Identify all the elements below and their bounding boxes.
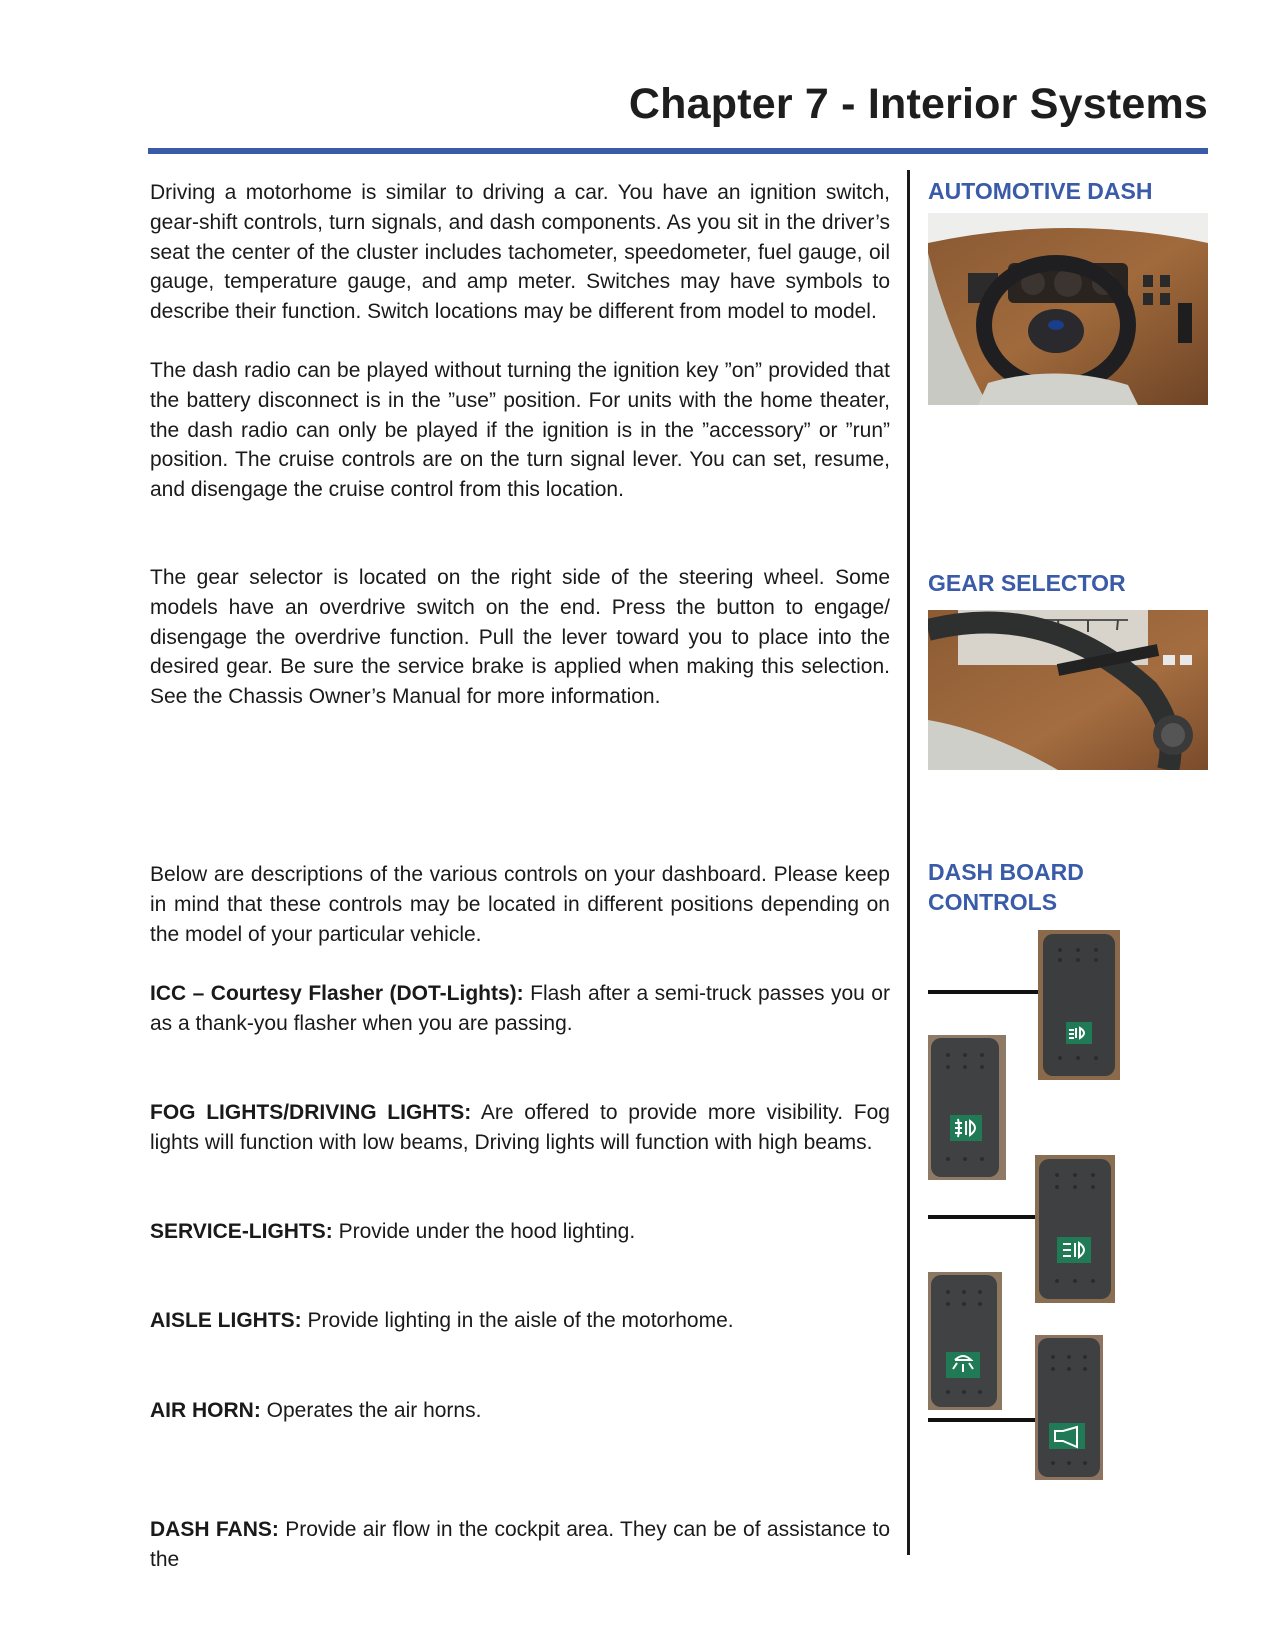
control-desc: Are offered to provide more visibility. Fog lights will function with low beams, Driving lights will function with high beams. [150,1101,890,1154]
control-desc: Provide lighting in the aisle of the motorhome. [301,1309,734,1332]
control-term: ICC – Courtesy Flasher (DOT-Lights): [150,982,524,1005]
air-horn-switch [1035,1335,1103,1480]
sidebar-heading-gear-selector: GEAR SELECTOR [928,570,1126,596]
control-item-aisle-lights [150,1306,890,1336]
paragraph-controls-intro: Below are descriptions of the various controls on your dashboard. Please keep in mind that these controls may be located in different positions depending on the model of your particular vehicle. [150,863,890,946]
column-divider [907,170,910,1555]
control-desc: Flash after a semi-truck passes you or as a thank-you flasher when you are passing. [150,982,890,1035]
fog-lights-switch [928,1035,1006,1180]
paragraph-radio: The dash radio can be played without turning the ignition key ”on” provided that the battery disconnect is in the ”use” position. For units with the home theater, the dash radio can only be played if the ignition is in the ”accessory” or ”run” position. The cruise controls are on the turn signal lever. You can set, resume, and disengage the cruise control from this location. [150,359,890,502]
control-desc: Provide air flow in the cockpit area. They can be of assistance to the [150,1518,891,1571]
aisle-lights-switch [928,1272,1002,1410]
control-item-service-lights [150,1217,890,1247]
automotive-dash-photo [928,213,1208,405]
paragraph-intro: Driving a motorhome is similar to driving a car. You have an ignition switch, gear-shift controls, turn signals, and dash components. As you sit in the driver’s seat the center of the cluster includes tachometer, speedometer, fuel gauge, oil gauge, temperature gauge, and amp meter. Switches may have symbols to describe their function. Switch locations may be different from model to model. [150,181,890,324]
control-desc: Operates the air horns. [260,1399,482,1422]
control-desc: Provide under the hood lighting. [332,1220,636,1243]
sidebar-heading-automotive-dash: AUTOMOTIVE DASH [928,178,1153,204]
dot-lights-switch [1038,930,1120,1080]
heading-line: CONTROLS [928,889,1058,915]
control-term: AISLE LIGHTS: [150,1309,302,1332]
control-term: SERVICE-LIGHTS: [150,1220,333,1243]
control-term: FOG LIGHTS/DRIVING LIGHTS: [150,1101,472,1124]
control-item-dash-fans [150,1515,890,1575]
driving-lights-switch [1035,1155,1115,1303]
title-rule [148,148,1208,154]
control-term: DASH FANS: [150,1518,279,1541]
heading-line: DASH BOARD [928,859,1084,885]
leader-line [928,990,1038,994]
leader-line [928,1418,1038,1422]
sidebar-heading-dash-board-controls [928,857,1208,917]
control-term: AIR HORN: [150,1399,261,1422]
chapter-title: Chapter 7 - Interior Systems [628,80,1208,128]
gear-selector-photo [928,610,1208,770]
control-item-fog-lights [150,1098,890,1158]
paragraph-gear-selector: The gear selector is located on the right side of the steering wheel. Some models have an overdrive switch on the end. Press the button to engage/ disengage the overdrive function. Pull the lever toward you to place into the desired gear. Be sure the service brake is applied when making this selection. See the Chassis Owner’s Manual for more information. [150,566,890,709]
leader-line [928,1215,1038,1219]
control-item-icc [150,979,890,1039]
control-item-air-horn [150,1396,890,1426]
